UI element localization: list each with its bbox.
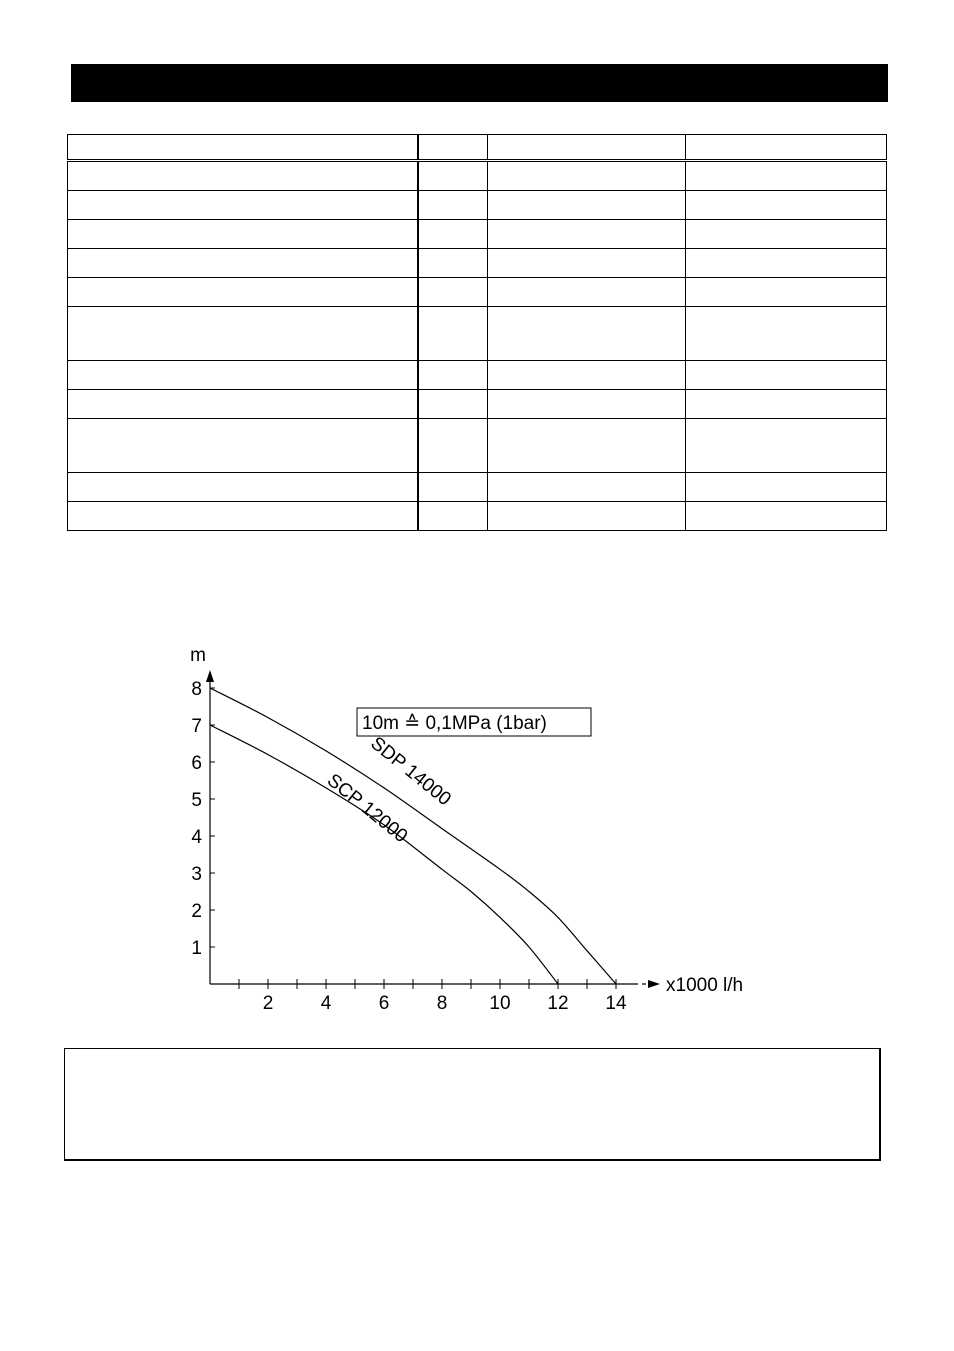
y-tick-label: 4 bbox=[191, 827, 202, 848]
x-tick-label: 4 bbox=[320, 993, 332, 1014]
table-row bbox=[68, 161, 887, 191]
table-header-row bbox=[68, 135, 887, 161]
x-tick-label: 14 bbox=[605, 993, 627, 1014]
table-cell bbox=[488, 473, 686, 502]
table-cell bbox=[418, 249, 488, 278]
table-cell bbox=[488, 502, 686, 531]
table-cell bbox=[68, 278, 418, 307]
table-cell bbox=[686, 390, 887, 419]
section-header-bar bbox=[71, 64, 888, 102]
spec-table bbox=[67, 134, 887, 531]
table-cell bbox=[686, 419, 887, 473]
table-row bbox=[68, 278, 887, 307]
table-cell bbox=[686, 161, 887, 191]
table-cell bbox=[418, 473, 488, 502]
table-cell bbox=[418, 135, 488, 161]
table-cell bbox=[488, 249, 686, 278]
series-line-scp-12000 bbox=[210, 725, 558, 984]
table-cell bbox=[488, 361, 686, 390]
series-label-scp-12000: SCP 12000 bbox=[322, 769, 412, 848]
x-tick-label: 8 bbox=[436, 993, 448, 1014]
x-axis-arrow bbox=[648, 980, 660, 988]
note-box bbox=[64, 1048, 881, 1161]
y-tick-label: 5 bbox=[191, 790, 202, 811]
y-tick-label: 3 bbox=[191, 864, 202, 885]
table-cell bbox=[68, 361, 418, 390]
table-cell bbox=[488, 278, 686, 307]
y-tick-label: 6 bbox=[191, 753, 202, 774]
y-tick-label: 1 bbox=[191, 938, 202, 959]
table-row bbox=[68, 419, 887, 473]
table-cell bbox=[686, 502, 887, 531]
table-cell bbox=[418, 191, 488, 220]
table-cell bbox=[488, 191, 686, 220]
table-cell bbox=[68, 307, 418, 361]
table-cell bbox=[68, 161, 418, 191]
x-tick-label: 12 bbox=[547, 993, 569, 1014]
table-row bbox=[68, 473, 887, 502]
table-cell bbox=[68, 220, 418, 249]
table-cell bbox=[686, 307, 887, 361]
x-axis-label: x1000 l/h bbox=[666, 975, 744, 996]
y-axis-arrow bbox=[206, 670, 214, 682]
table-row bbox=[68, 220, 887, 249]
table-cell bbox=[68, 191, 418, 220]
table-cell bbox=[488, 135, 686, 161]
annotation-text: 10m ≙ 0,1MPa (1bar) bbox=[362, 713, 547, 734]
table-row bbox=[68, 361, 887, 390]
table-cell bbox=[686, 278, 887, 307]
pump-performance-chart bbox=[150, 630, 800, 1030]
table-cell bbox=[418, 278, 488, 307]
table-cell bbox=[418, 419, 488, 473]
x-tick-label: 10 bbox=[489, 993, 511, 1014]
table-cell bbox=[418, 390, 488, 419]
y-tick-label: 7 bbox=[191, 716, 202, 737]
x-tick-label: 6 bbox=[378, 993, 390, 1014]
table-cell bbox=[488, 161, 686, 191]
series-label-sdp-14000: SDP 14000 bbox=[366, 732, 455, 811]
table-cell bbox=[68, 249, 418, 278]
table-cell bbox=[68, 135, 418, 161]
table-cell bbox=[68, 473, 418, 502]
table-row bbox=[68, 502, 887, 531]
table-row bbox=[68, 390, 887, 419]
y-axis-label: m bbox=[190, 645, 206, 666]
table-cell bbox=[686, 220, 887, 249]
table-cell bbox=[418, 307, 488, 361]
y-tick-label: 2 bbox=[191, 901, 202, 922]
x-tick-label: 2 bbox=[262, 993, 274, 1014]
table-cell bbox=[488, 419, 686, 473]
unit-annotation bbox=[357, 708, 591, 736]
table-cell bbox=[68, 502, 418, 531]
table-cell bbox=[418, 161, 488, 191]
table-cell bbox=[686, 249, 887, 278]
table-cell bbox=[68, 419, 418, 473]
table-cell bbox=[488, 390, 686, 419]
table-row bbox=[68, 191, 887, 220]
table-cell bbox=[68, 390, 418, 419]
table-cell bbox=[686, 473, 887, 502]
table-row bbox=[68, 249, 887, 278]
table-cell bbox=[418, 361, 488, 390]
table-cell bbox=[418, 220, 488, 249]
table-cell bbox=[488, 307, 686, 361]
table-cell bbox=[686, 191, 887, 220]
table-cell bbox=[686, 135, 887, 161]
y-tick-label: 8 bbox=[191, 679, 202, 700]
table-cell bbox=[418, 502, 488, 531]
table-cell bbox=[488, 220, 686, 249]
table-cell bbox=[686, 361, 887, 390]
table-row bbox=[68, 307, 887, 361]
